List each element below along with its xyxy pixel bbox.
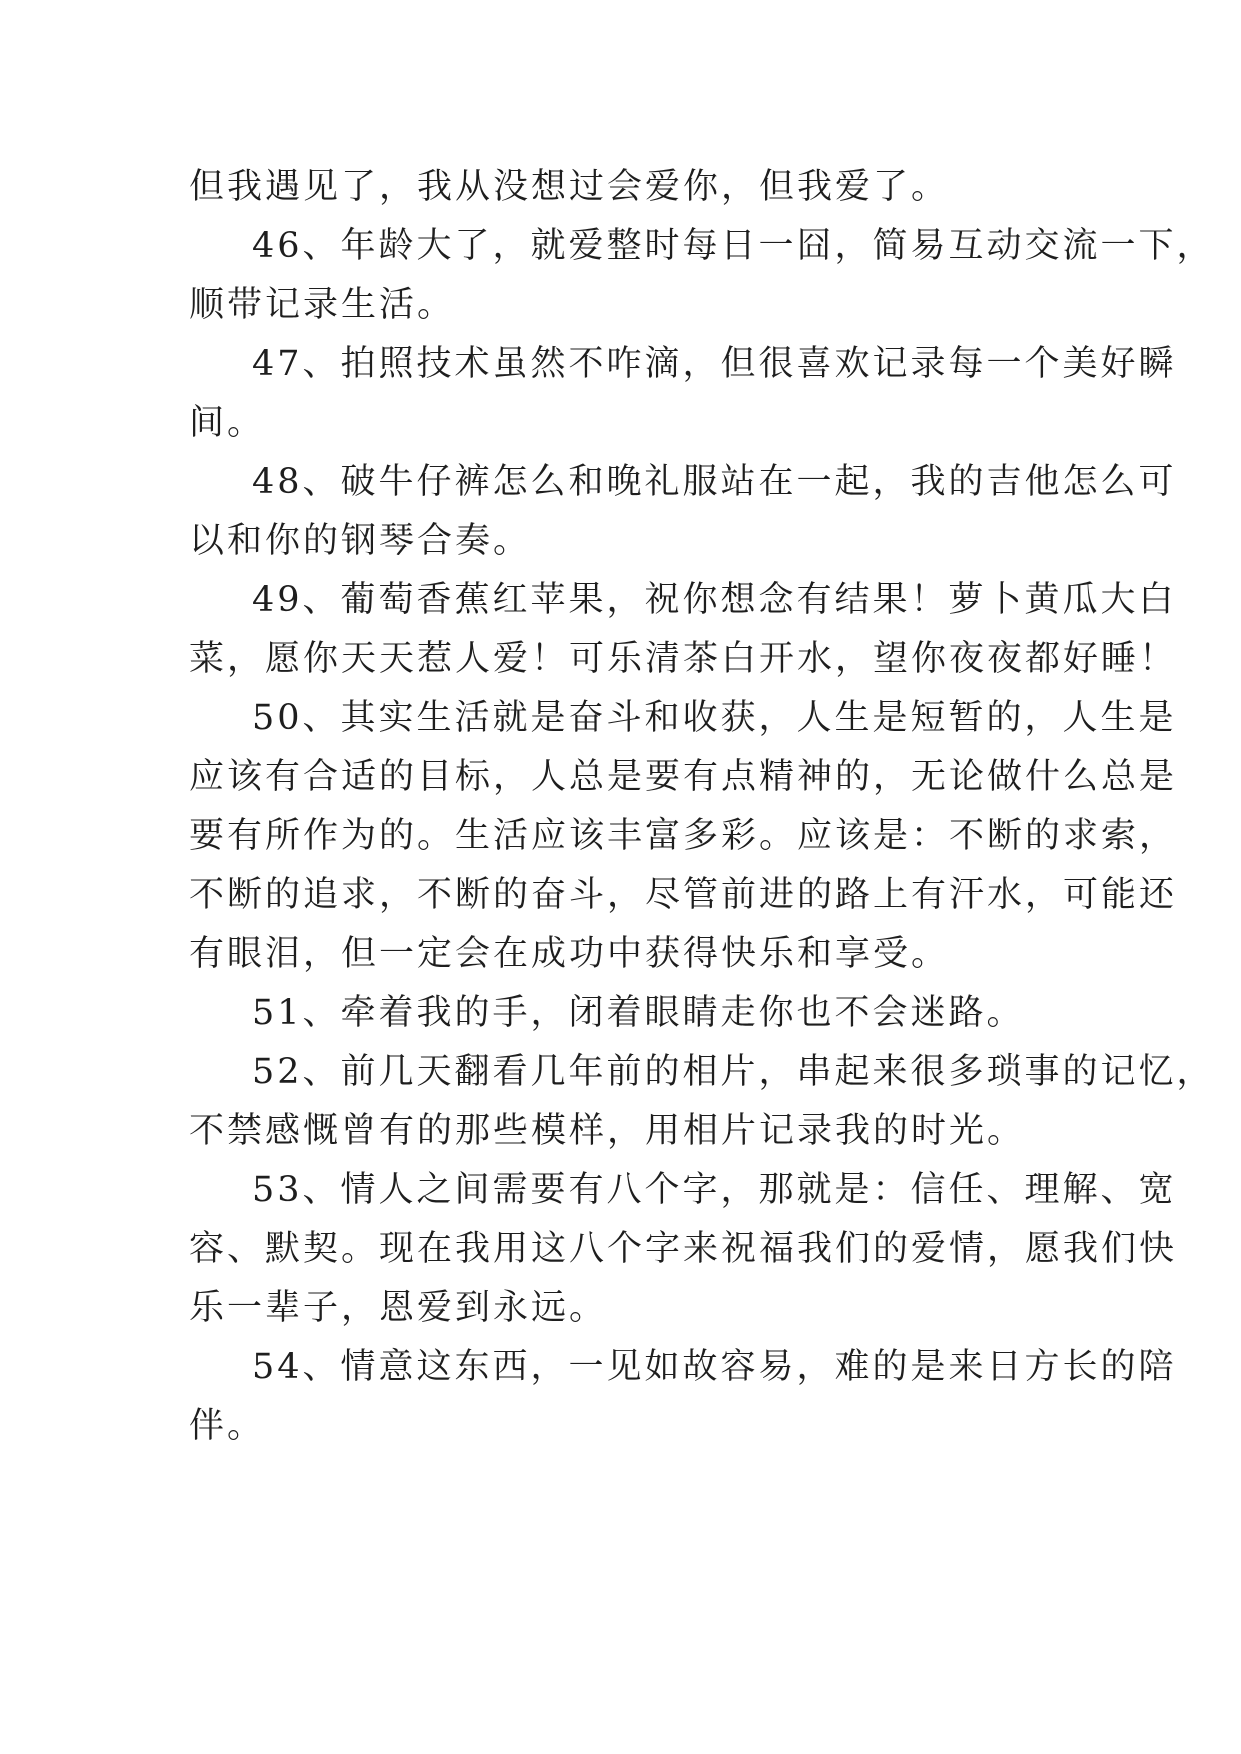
text-line: 要有所作为的。生活应该丰富多彩。应该是：不断的求索， (189, 816, 1178, 856)
text-line: 伴。 (189, 1406, 266, 1446)
paragraph-53 (189, 1161, 1178, 1338)
paragraph-45-continuation (189, 158, 1069, 217)
paragraph-47 (189, 335, 1177, 453)
text-line: 50、其实生活就是奋斗和收获，人生是短暂的，人生是 (252, 698, 1177, 738)
text-line: 顺带记录生活。 (189, 285, 456, 325)
text-line: 乐一辈子，恩爱到永远。 (189, 1288, 608, 1328)
text-line: 以和你的钢琴合奏。 (189, 521, 532, 561)
text-line: 46、年龄大了，就爱整时每日一囧，简易互动交流一下， (252, 226, 1215, 266)
text-line: 54、情意这东西，一见如故容易，难的是来日方长的陪 (252, 1347, 1177, 1387)
paragraph-50 (189, 689, 1178, 984)
text-line: 应该有合适的目标，人总是要有点精神的，无论做什么总是 (189, 757, 1178, 797)
paragraph-51 (189, 984, 1069, 1043)
text-line: 间。 (189, 403, 266, 443)
paragraph-48 (189, 453, 1177, 571)
text-line: 51、牵着我的手，闭着眼睛走你也不会迷路。 (252, 993, 1025, 1033)
paragraph-54 (189, 1338, 1177, 1456)
text-line: 53、情人之间需要有八个字，那就是：信任、理解、宽 (252, 1170, 1177, 1210)
text-line: 48、破牛仔裤怎么和晚礼服站在一起，我的吉他怎么可 (252, 462, 1177, 502)
text-line: 52、前几天翻看几年前的相片，串起来很多琐事的记忆， (252, 1052, 1215, 1092)
paragraph-46 (189, 217, 1215, 335)
document-body (189, 158, 1215, 1456)
text-line: 有眼泪，但一定会在成功中获得快乐和享受。 (189, 934, 950, 974)
text-line: 49、葡萄香蕉红苹果，祝你想念有结果！萝卜黄瓜大白 (252, 580, 1177, 620)
text-line: 但我遇见了，我从没想过会爱你，但我爱了。 (189, 167, 950, 207)
paragraph-49 (189, 571, 1178, 689)
text-line: 不禁感慨曾有的那些模样，用相片记录我的时光。 (189, 1111, 1026, 1151)
text-line: 容、默契。现在我用这八个字来祝福我们的爱情，愿我们快 (189, 1229, 1178, 1269)
text-line: 47、拍照技术虽然不咋滴，但很喜欢记录每一个美好瞬 (252, 344, 1177, 384)
paragraph-52 (189, 1043, 1215, 1161)
text-line: 菜，愿你天天惹人爱！可乐清茶白开水，望你夜夜都好睡！ (189, 639, 1178, 679)
text-line: 不断的追求，不断的奋斗，尽管前进的路上有汗水，可能还 (189, 875, 1178, 915)
